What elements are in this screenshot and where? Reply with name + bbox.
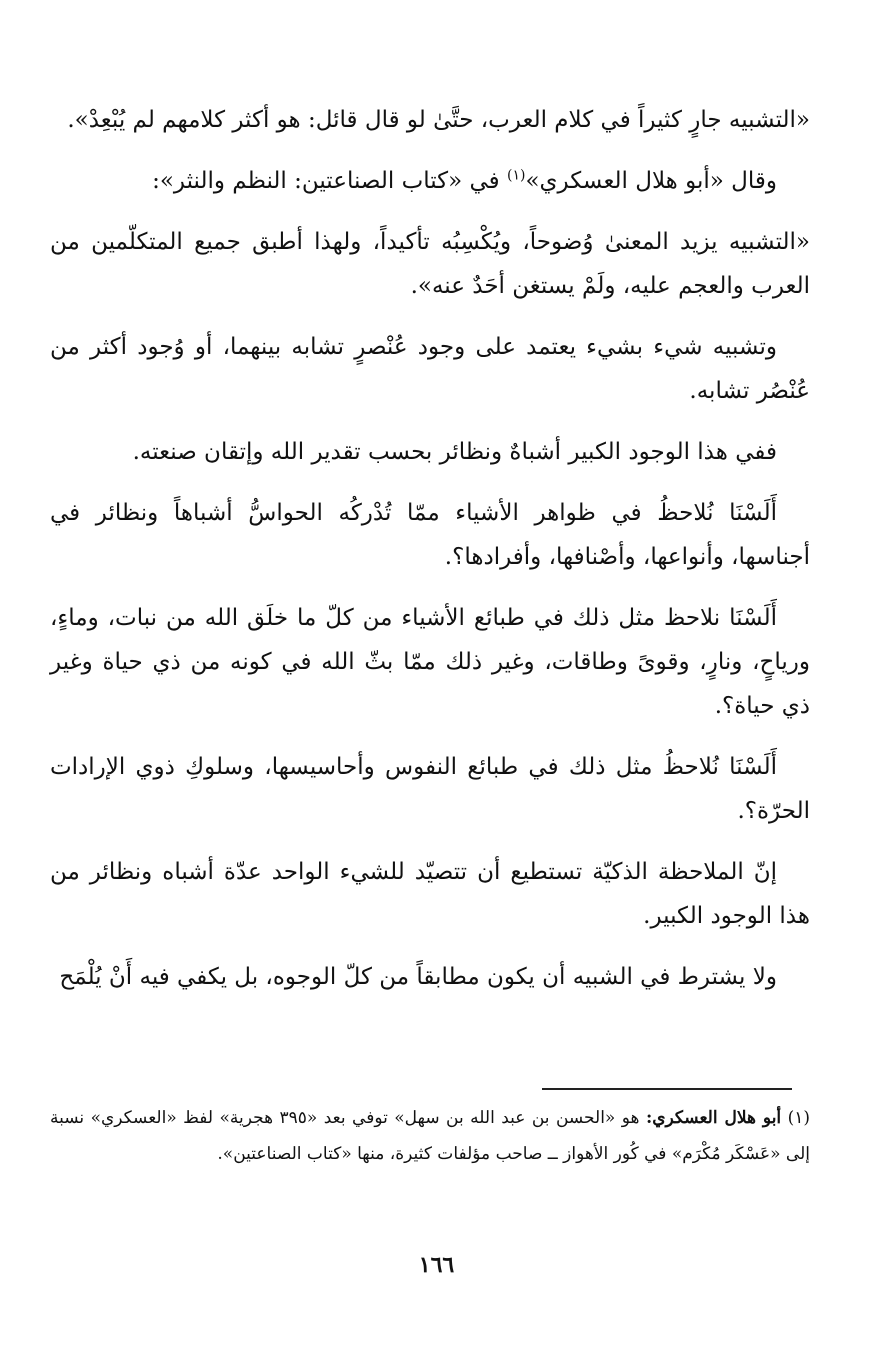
paragraph-2-text-after: في «كتاب الصناعتين: النظم والنثر»:	[152, 168, 507, 194]
paragraph-2	[50, 159, 810, 203]
paragraph-10	[50, 955, 810, 999]
footnote	[50, 1100, 810, 1172]
paragraph-1	[50, 98, 810, 142]
paragraph-4	[50, 325, 810, 413]
paragraph-8	[50, 745, 810, 833]
paragraph-6	[50, 491, 810, 579]
paragraph-7	[50, 596, 810, 728]
paragraph-5-text: ففي هذا الوجود الكبير أشباهٌ ونظائر بحسب تقدير الله وإتقان صنعته.	[132, 439, 777, 465]
footnote-reference: (١)	[506, 167, 526, 184]
paragraph-3	[50, 220, 810, 308]
paragraph-5	[50, 430, 810, 474]
paragraph-1-text: «التشبيه جارٍ كثيراً في كلام العرب، حتَّىٰ لو قال قائل: هو أكثر كلامهم لم يُبْعِدْ».	[67, 107, 810, 133]
footnote-number: (١)	[787, 1108, 811, 1128]
paragraph-10-text: ولا يشترط في الشبيه أن يكون مطابقاً من كلّ الوجوه، بل يكفي فيه أَنْ يُلْمَح	[59, 964, 777, 990]
paragraph-9-text: إنّ الملاحظة الذكيّة تستطيع أن تتصيّد للشيء الواحد عدّة أشباه ونظائر من هذا الوجود الكبير.	[50, 859, 810, 929]
paragraph-4-text: وتشبيه شيء بشيء يعتمد على وجود عُنْصرٍ تشابه بينهما، أو وُجود أكثر من عُنْصُر تشابه.	[50, 334, 810, 404]
paragraph-9	[50, 850, 810, 938]
page-number: ١٦٦	[418, 1252, 455, 1278]
paragraph-3-text: «التشبيه يزيد المعنىٰ وُضوحاً، ويُكْسِبُه تأكيداً، ولهذا أطبق جميع المتكلّمين من العرب والعجم عليه، ولَمْ يستغن أحَدٌ عنه».	[50, 229, 810, 299]
paragraph-7-text: أَلَسْنَا نلاحظ مثل ذلك في طبائع الأشياء من كلّ ما خلَق الله من نبات، وماءٍ، ورياحٍ، ونارٍ، وقوىً وطاقات، وغير ذلك ممّا بثّ الله في كونه من ذي حياة وغير ذي حياة؟.	[50, 605, 810, 719]
footnote-label: أبو هلال العسكري:	[645, 1108, 782, 1128]
footnote-separator	[542, 1088, 792, 1090]
paragraph-8-text: أَلَسْنَا نُلاحظُ مثل ذلك في طبائع النفوس وأحاسيسها، وسلوكِ ذوي الإرادات الحرّة؟.	[50, 754, 810, 824]
paragraph-6-text: أَلَسْنَا نُلاحظُ في ظواهر الأشياء ممّا تُدْركُه الحواسُّ أشباهاً ونظائر في أجناسها، وأنواعها، وأصْنافها، وأفرادها؟.	[50, 500, 810, 570]
main-text	[50, 98, 810, 1016]
paragraph-2-text: وقال «أبو هلال العسكري»	[525, 168, 777, 194]
footnote-text: هو «الحسن بن عبد الله بن سهل» توفي بعد «٣٩٥ هجرية» لفظ «العسكري» نسبة إلى «عَسْكَر مُكْرَم» في كُور الأهواز ــ صاحب مؤلفات كثيرة، منها «كتاب الصناعتين».	[50, 1108, 810, 1164]
